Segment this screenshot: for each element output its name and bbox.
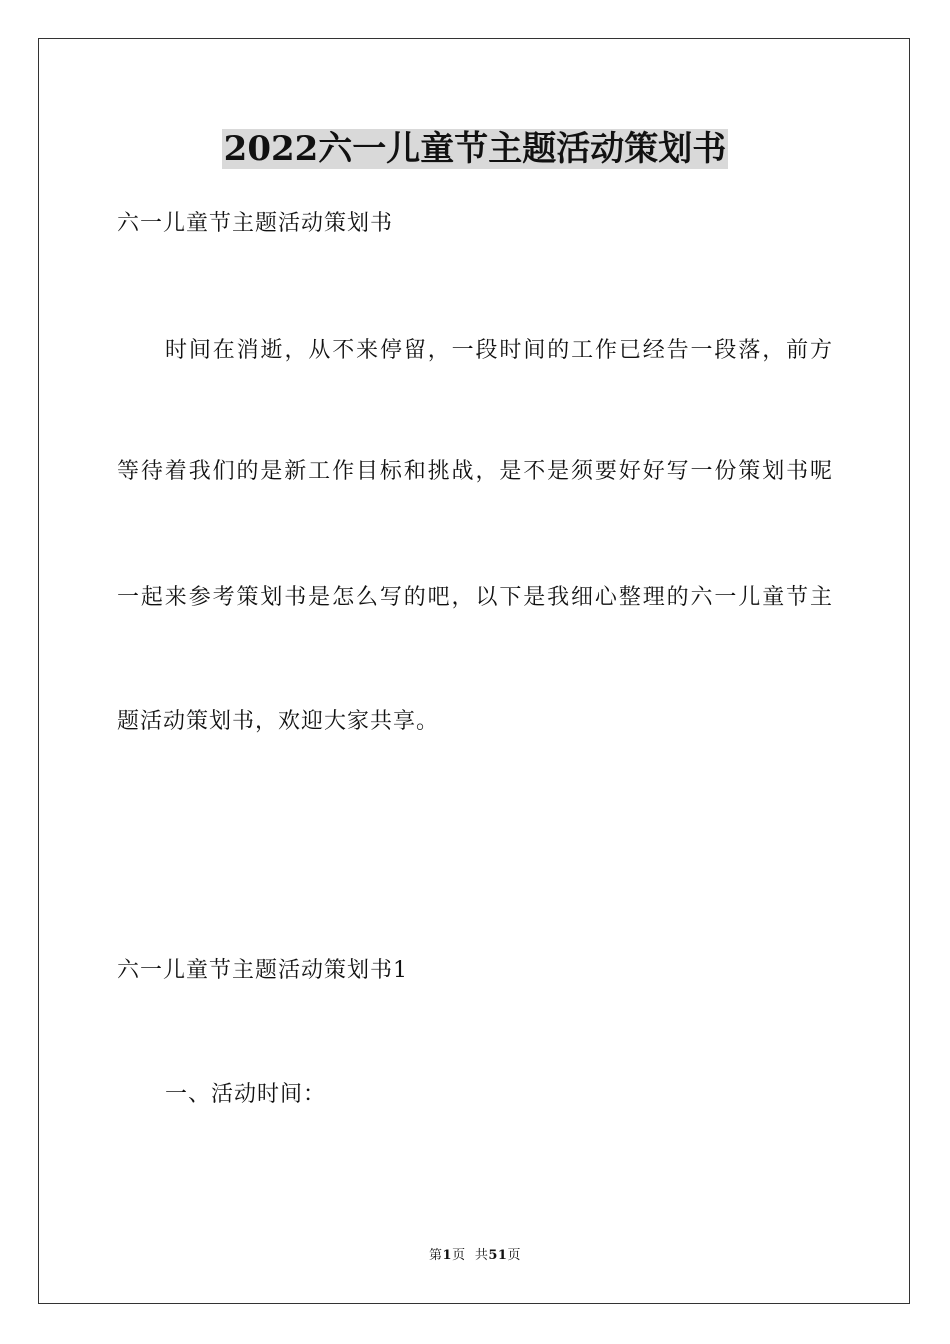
section-title: 六一儿童节主题活动策划书1 xyxy=(117,958,408,983)
intro-line-2: 等待着我们的是新工作目标和挑战，是不是须要好好写一份策划书呢 xyxy=(117,459,833,484)
intro-line-4: 题活动策划书，欢迎大家共享。 xyxy=(117,709,440,734)
document-title xyxy=(0,125,950,173)
footer-page-suffix: 页 xyxy=(507,1248,521,1263)
document-title-text: 2022六一儿童节主题活动策划书 xyxy=(223,129,727,169)
footer-page-mid: 页 共 xyxy=(452,1248,489,1263)
page-footer xyxy=(0,1247,950,1265)
intro-line-1: 时间在消逝，从不来停留，一段时间的工作已经告一段落，前方 xyxy=(165,338,833,363)
section-item-time: 一、活动时间： xyxy=(165,1082,327,1107)
footer-page-total: 51 xyxy=(488,1248,508,1263)
intro-line-3: 一起来参考策划书是怎么写的吧，以下是我细心整理的六一儿童节主 xyxy=(117,585,833,610)
footer-page-number: 1 xyxy=(442,1248,453,1263)
document-subtitle: 六一儿童节主题活动策划书 xyxy=(117,211,394,236)
footer-page-prefix: 第 xyxy=(429,1248,443,1263)
